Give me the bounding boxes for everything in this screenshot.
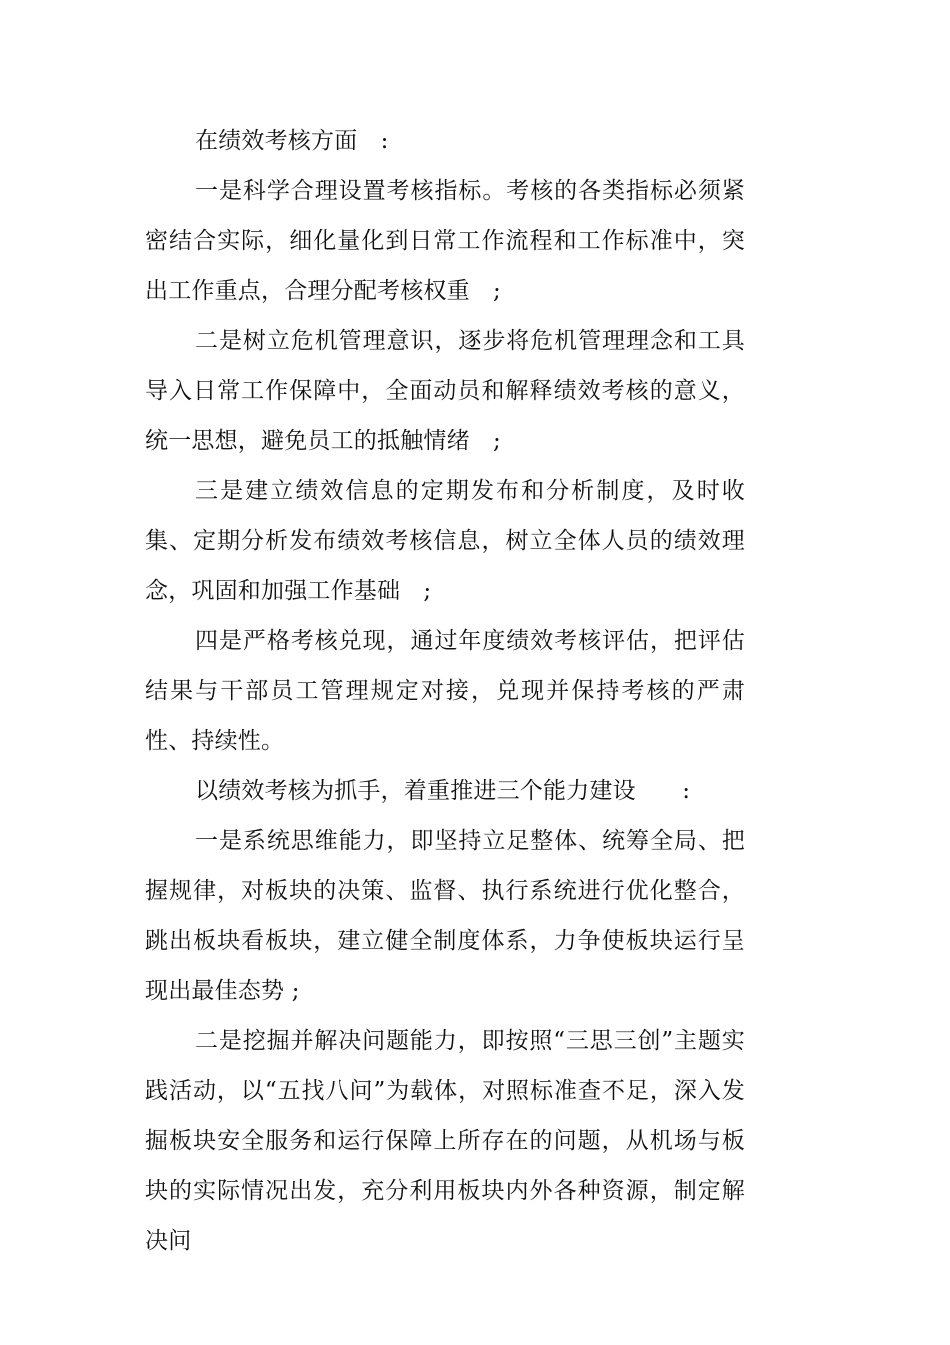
paragraph-capability-1: 一是系统思维能力，即坚持立足整体、统筹全局、把握规律，对板块的决策、监督、执行系统进行优化整合，跳出板块看板块，建立健全制度体系，力争使板块运行呈现出最佳态势 ; [145, 828, 745, 1004]
paragraph-item-2: 二是树立危机管理意识，逐步将危机管理理念和工具导入日常工作保障中，全面动员和解释绩效考核的意义，统一思想，避免员工的抵触情绪 ; [145, 328, 745, 454]
paragraph-heading-capabilities: 以绩效考核为抓手，着重推进三个能力建设 : [195, 778, 691, 804]
document-body [145, 116, 745, 1266]
paragraph-heading-performance: 在绩效考核方面 : [195, 128, 389, 154]
paragraph-item-3: 三是建立绩效信息的定期发布和分析制度，及时收集、定期分析发布绩效考核信息，树立全体人员的绩效理念，巩固和加强工作基础 ; [145, 478, 745, 604]
paragraph-item-1: 一是科学合理设置考核指标。考核的各类指标必须紧密结合实际，细化量化到日常工作流程和工作标准中，突出工作重点，合理分配考核权重 ; [145, 178, 745, 304]
paragraph-capability-2: 二是挖掘并解决问题能力，即按照“三思三创”主题实践活动，以“五找八问”为载体，对照标准查不足，深入发掘板块安全服务和运行保障上所存在的问题，从机场与板块的实际情况出发，充分利用板块内外各种资源，制定解决问 [145, 1028, 745, 1254]
paragraph-item-4: 四是严格考核兑现，通过年度绩效考核评估，把评估结果与干部员工管理规定对接，兑现并保持考核的严肃性、持续性。 [145, 628, 745, 754]
